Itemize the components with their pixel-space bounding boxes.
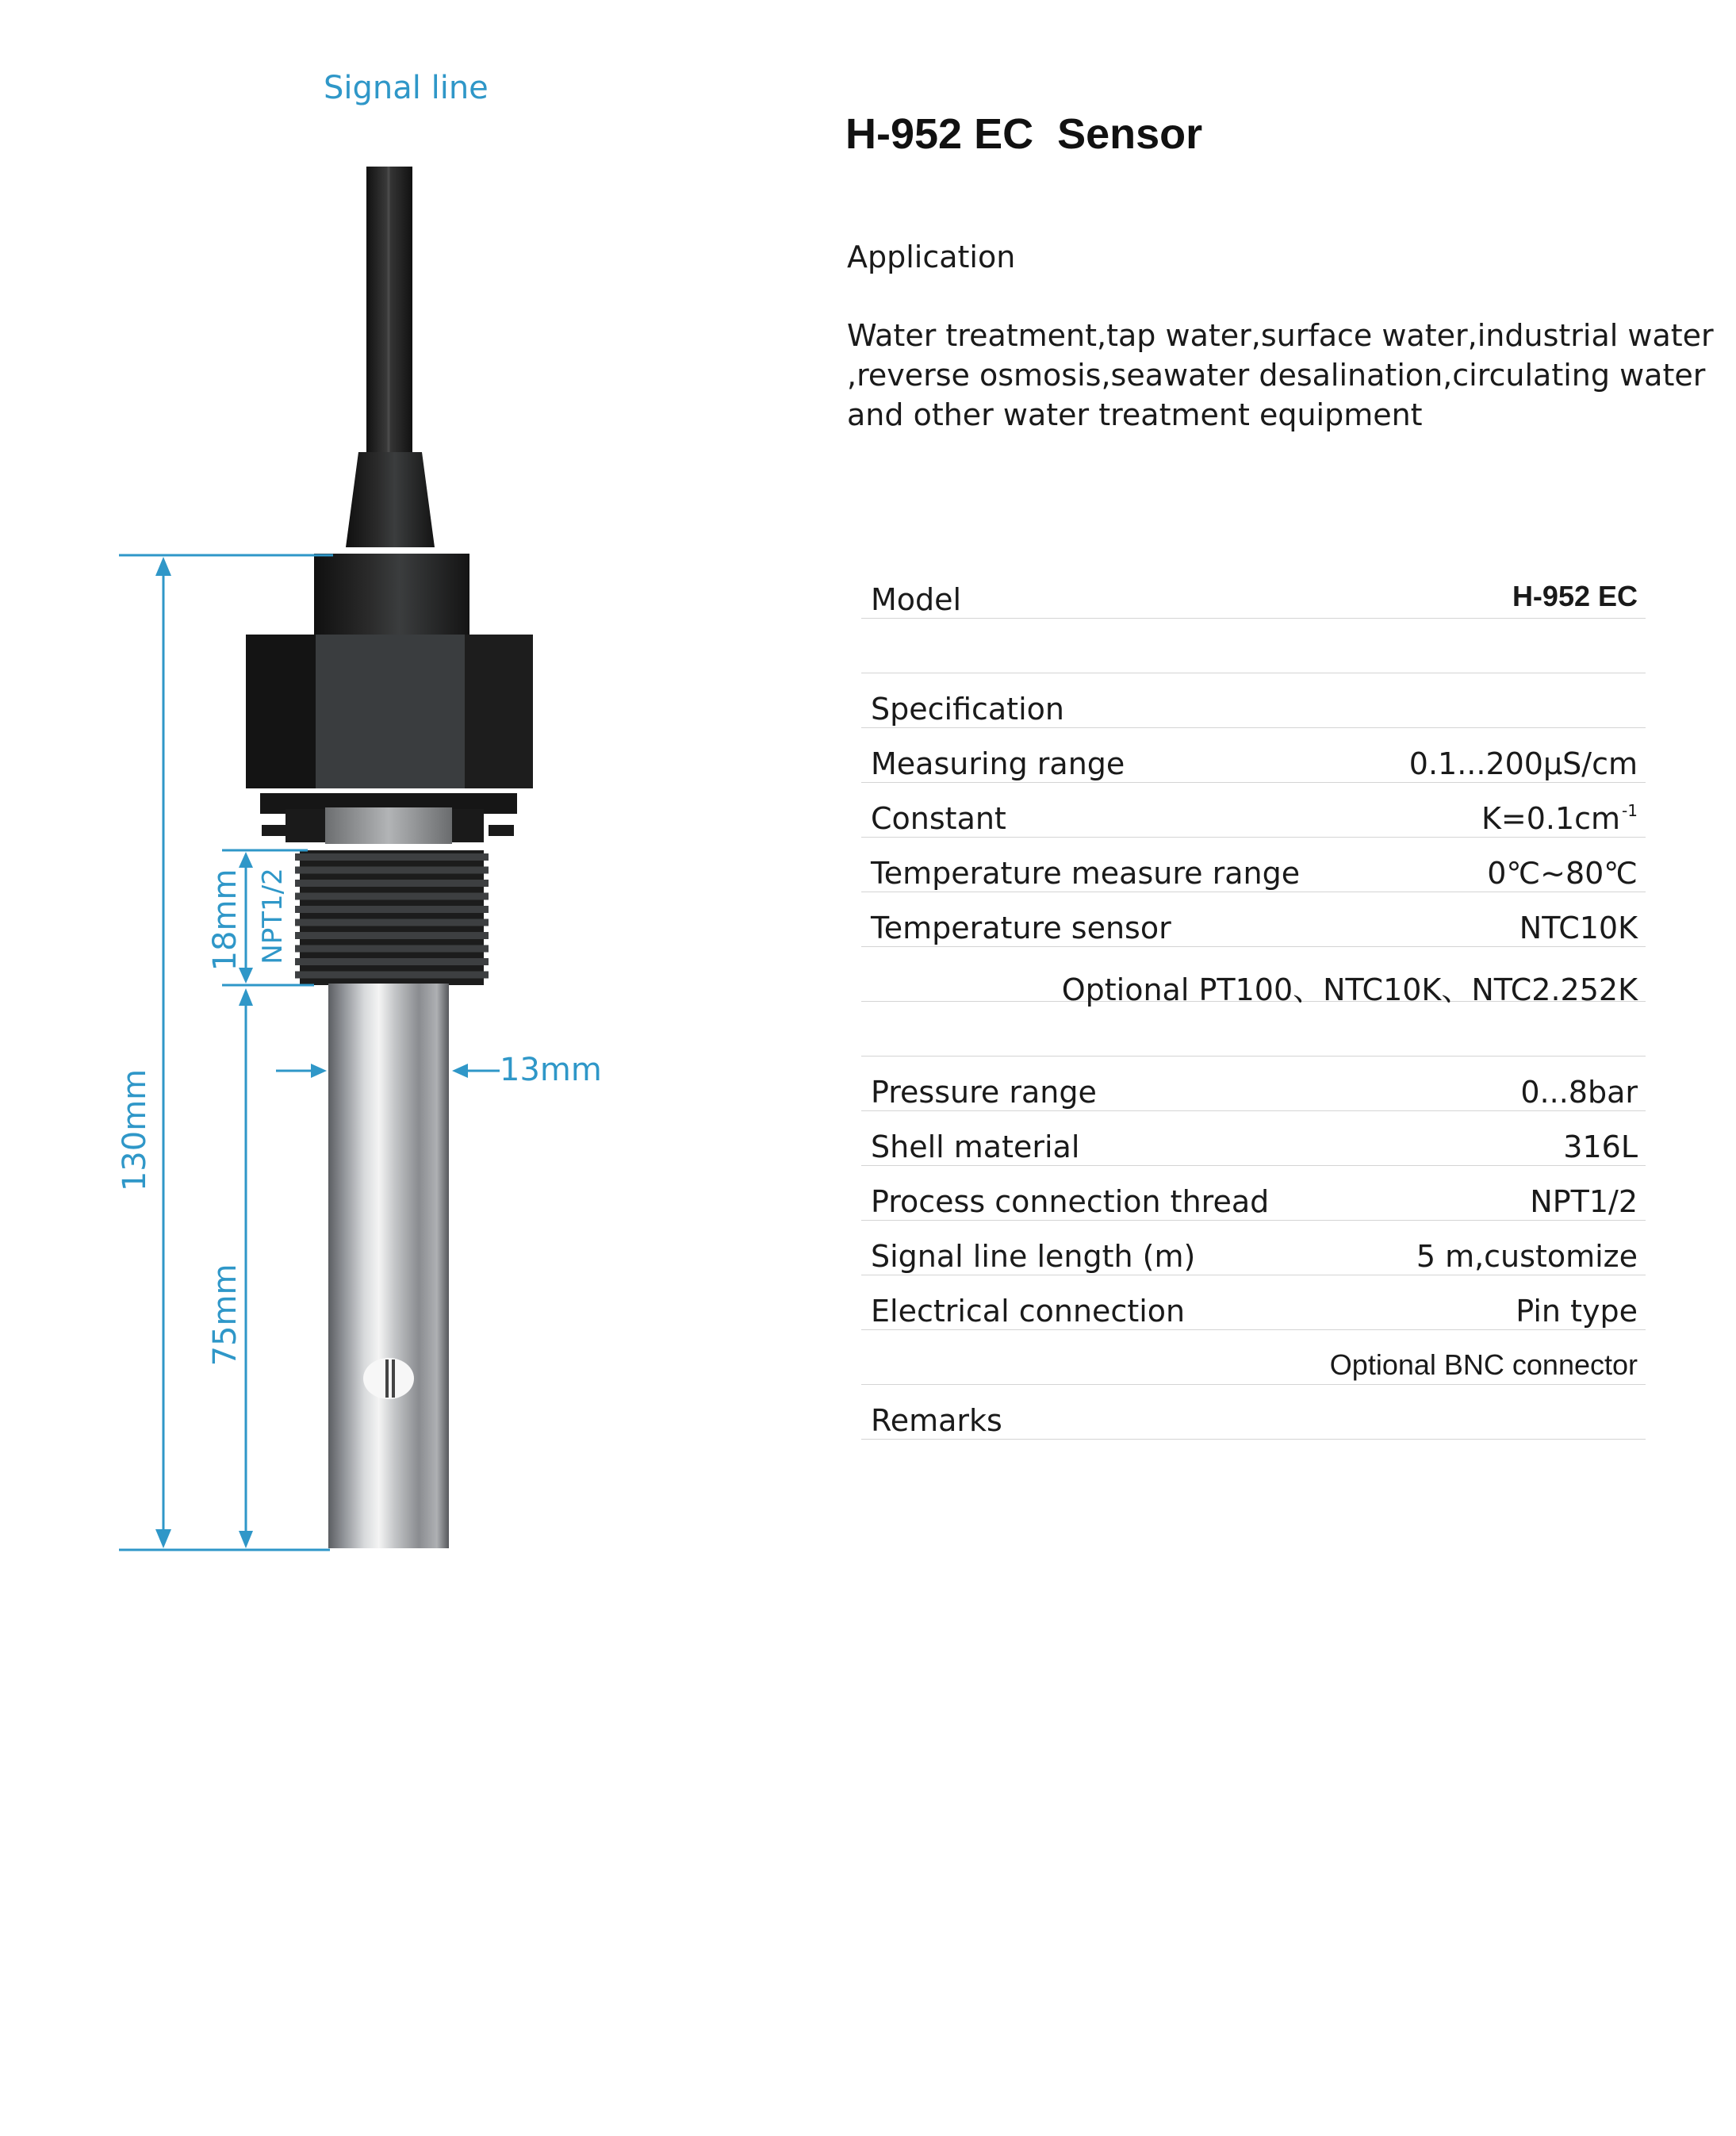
- constant-value: K=0.1cm: [1481, 801, 1621, 836]
- application-line: ,reverse osmosis,seawater desalination,circulating water: [847, 358, 1706, 393]
- spec-value: 0.1...200µS/cm: [1408, 746, 1638, 781]
- spec-row-specification: [861, 673, 1646, 728]
- spec-row-pressure: [861, 1056, 1646, 1111]
- spec-label: Pressure range: [871, 1075, 1097, 1110]
- spec-value: 0℃~80℃: [1487, 856, 1638, 891]
- spec-label: Electrical connection: [871, 1294, 1186, 1329]
- spec-value: 0...8bar: [1520, 1075, 1638, 1110]
- spec-label: Model: [871, 582, 962, 617]
- cable-gland-cap: [314, 554, 469, 641]
- constant-exponent: -1: [1622, 801, 1638, 820]
- washer-ring: [260, 793, 517, 844]
- spec-label: Constant: [871, 801, 1006, 836]
- spec-value: NPT1/2: [1530, 1184, 1638, 1219]
- spec-table: [861, 564, 1646, 1440]
- spec-row-electrical: [861, 1275, 1646, 1330]
- spec-label: Measuring range: [871, 746, 1125, 781]
- spec-value: Pin type: [1516, 1294, 1638, 1329]
- spec-label: Specification: [871, 692, 1064, 727]
- spec-label: Shell material: [871, 1129, 1080, 1164]
- spec-row-empty: [861, 619, 1646, 673]
- spec-row-electrical-optional: [861, 1330, 1646, 1385]
- spec-row-model: [861, 564, 1646, 619]
- spec-row-remarks: [861, 1385, 1646, 1440]
- spec-row-temp-sensor-optional: [861, 947, 1646, 1007]
- signal-line-label: Signal line: [324, 70, 489, 106]
- spec-value: 5 m,customize: [1416, 1239, 1638, 1274]
- dimension-130mm: 130mm: [117, 1068, 153, 1192]
- dimension-npt: NPT1/2: [257, 868, 289, 964]
- application-text: [847, 316, 1736, 435]
- electrode-rod: [328, 984, 449, 1548]
- spec-row-shell: [861, 1111, 1646, 1166]
- strain-relief: [346, 452, 435, 547]
- spec-row-thread: [861, 1166, 1646, 1221]
- spec-row-signal-length: [861, 1221, 1646, 1275]
- application-line: Water treatment,tap water,surface water,industrial water: [847, 318, 1714, 353]
- spec-label: Temperature measure range: [871, 856, 1301, 891]
- spec-label: Temperature sensor: [871, 911, 1171, 945]
- dimension-18mm: 18mm: [207, 869, 243, 972]
- spec-label: Remarks: [871, 1403, 1002, 1438]
- spec-value: 316L: [1563, 1129, 1638, 1164]
- spec-label: Signal line length (m): [871, 1239, 1196, 1274]
- sensor-diagram: [0, 0, 841, 1586]
- signal-cable: [366, 167, 412, 468]
- spec-row-empty: [861, 1002, 1646, 1056]
- spec-label: Process connection thread: [871, 1184, 1270, 1219]
- spec-row-temp-range: [861, 838, 1646, 892]
- spec-value: Optional BNC connector: [1329, 1348, 1638, 1381]
- spec-value: [1481, 801, 1638, 836]
- spec-row-constant: [861, 783, 1646, 838]
- application-line: and other water treatment equipment: [847, 397, 1423, 432]
- application-heading: Application: [847, 240, 1016, 274]
- product-title: H-952 EC Sensor: [845, 110, 1203, 158]
- dimension-13mm: 13mm: [500, 1052, 602, 1088]
- spec-value: H-952 EC: [1512, 580, 1638, 612]
- npt-thread: [295, 850, 489, 985]
- spec-row-measuring-range: [861, 728, 1646, 783]
- spec-value: Optional PT100、NTC10K、NTC2.252K: [1061, 972, 1638, 1007]
- spec-value: NTC10K: [1519, 911, 1638, 945]
- spec-row-temp-sensor: [861, 892, 1646, 947]
- hex-body: [246, 635, 533, 788]
- dimension-75mm: 75mm: [207, 1264, 243, 1367]
